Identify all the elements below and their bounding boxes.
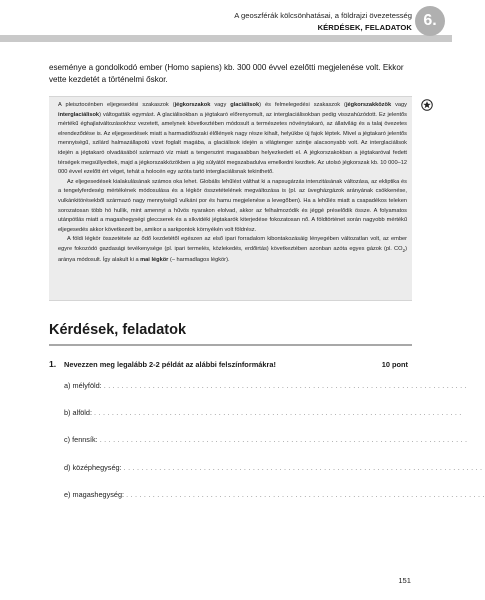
field-label: c) fennsík: xyxy=(64,435,98,444)
section-divider xyxy=(49,344,412,346)
field-label: d) középhegység: xyxy=(64,463,122,472)
answer-field-kozephegyseg[interactable] xyxy=(64,463,483,473)
intro-line-1: eseménye a gondolkodó ember (Homo sapiens) kb. 300 000 évvel ezelőtti megjelenése volt. Ekkor xyxy=(49,63,404,72)
info-box-text xyxy=(58,101,407,265)
task-prompt: Nevezzen meg legalább 2-2 példát az alábbi felszínformákra! xyxy=(64,360,276,369)
info-paragraph-1: A pleisztocénben eljegesedési szakaszok (jégkorszakok vagy glaciálisok) és felmelegedési szakaszok (jégkorszakközök vagy interglaciálisok) váltogatták egymást. A glaciálisokban a jégtakaró előrenyomult, az interglaciálisokban pedig visszahúzódott. Ez jelentős mértékű éghajlatváltozásokhoz vezetett, amelynek következtében módosult a természetes növénytakaró, az állatvilág és a talaj övezetes elrendeződése is. Az eljegesedések miatt a harmadidőszaki élőlények nagy része kihalt, helyükbe új fajok léptek. Mivel a jégtakaró jelentős mennyiségű, szilárd halmazállapotú vizet foglalt magába, a glaciálisok idején a világtenger szintje alacsonyabb volt. Az interglaciálisok idején a jégtakaró olvadásából származó víz miatt a tengerszint magasabban helyezkedett el. A jégkorszakokban a jégtakaróval fedett térségek megsüllyedtek, majd a jégkorszakközökben a jég súlyától megszabadulva emelkedni kezdtek. Az utolsó jégkorszak kb. 10 000–12 000 évvel ezelőtt ért véget, tehát a holocén egy azóta tartó interglaciálisnak tekinthető. xyxy=(58,102,407,176)
answer-field-melyfold[interactable] xyxy=(64,381,467,391)
star-icon xyxy=(421,99,433,111)
header-bar xyxy=(0,35,452,42)
task-number: 1. xyxy=(49,359,57,369)
answer-line: . . . . . . . . . . . . . . . . . . . . . . . . . . . . . . . . . . . . . . . . . . . . . . . . . . . . . . . . . . . . . . . . . . . . . . . . . . . . . . . . . xyxy=(123,463,483,472)
answer-field-alfold[interactable] xyxy=(64,408,462,418)
field-label: e) magashegység: xyxy=(64,490,125,499)
answer-line: . . . . . . . . . . . . . . . . . . . . . . . . . . . . . . . . . . . . . . . . . . . . . . . . . . . . . . . . . . . . . . . . . . . . . . . . . . . . . . . . . xyxy=(126,490,485,499)
chapter-badge: 6. xyxy=(415,6,445,36)
answer-field-fennsik[interactable] xyxy=(64,435,468,445)
intro-line-2: vette kezdetét a történelmi őskor. xyxy=(49,74,168,84)
field-label: a) mélyföld: xyxy=(64,381,102,390)
header-section-title: KÉRDÉSEK, FELADATOK xyxy=(317,23,412,32)
answer-line: . . . . . . . . . . . . . . . . . . . . . . . . . . . . . . . . . . . . . . . . . . . . . . . . . . . . . . . . . . . . . . . . . . . . . . . . . . . . . . . . . . . xyxy=(99,435,468,444)
section-title: Kérdések, feladatok xyxy=(49,322,187,338)
intro-paragraph xyxy=(49,62,409,85)
answer-line: . . . . . . . . . . . . . . . . . . . . . . . . . . . . . . . . . . . . . . . . . . . . . . . . . . . . . . . . . . . . . . . . . . . . . . . . . . . . . . . . . . xyxy=(103,381,467,390)
header-subtitle: A geoszférák kölcsönhatásai, a földrajzi övezetesség xyxy=(234,11,412,20)
field-label: b) alföld: xyxy=(64,408,92,417)
task-points: 10 pont xyxy=(381,360,408,369)
answer-field-magashegyseg[interactable] xyxy=(64,490,485,500)
info-paragraph-2: Az eljegesedések kialakulásának számos oka lehet. Globális lehűlést válthat ki a napsugárzás intenzitásának változása, az ekliptika és a tengelyferdeség mértékének módosulása és a légkör összetételének megváltozása is (pl. az üvegházgázok arányának csökkenése, vulkánkitörésekből származó nagy mennyiségű vulkáni por és hamu megjelenése a levegőben). Ha a lehűlés miatt a csapadékos teleken sorozatosan több hó hullik, mint amennyi a hűvös nyarakon elolvad, akkor az felhalmozódik és jéggé préselődik össze. A folyamatos utánpótlás miatt a magashegységi gleccserek és a síkvidéki jégtakarók kiterjedése fokozatosan nő. A földtörténet során nagyobb mértékű eljegesedés akkor következett be, amikor a sarkpontok környékén volt földrész. xyxy=(58,178,407,233)
info-paragraph-3: A földi légkör összetétele az ődő kezdetétől egészen az első ipari forradalom kibontakozásáig lényegében változatlan volt, az ember egyre fokozódó gazdasági tevékenysége (pl. ipari termelés, közlekedés, erdőirtás) következtében azonban azóta egyes gázok (pl. $CO_2$) aránya módosult. Így alakult ki a mai légkör (– harmadlagos légkör). xyxy=(58,236,407,263)
answer-line: . . . . . . . . . . . . . . . . . . . . . . . . . . . . . . . . . . . . . . . . . . . . . . . . . . . . . . . . . . . . . . . . . . . . . . . . . . . . . . . . . . . xyxy=(94,408,462,417)
page-number: 151 xyxy=(398,576,411,585)
